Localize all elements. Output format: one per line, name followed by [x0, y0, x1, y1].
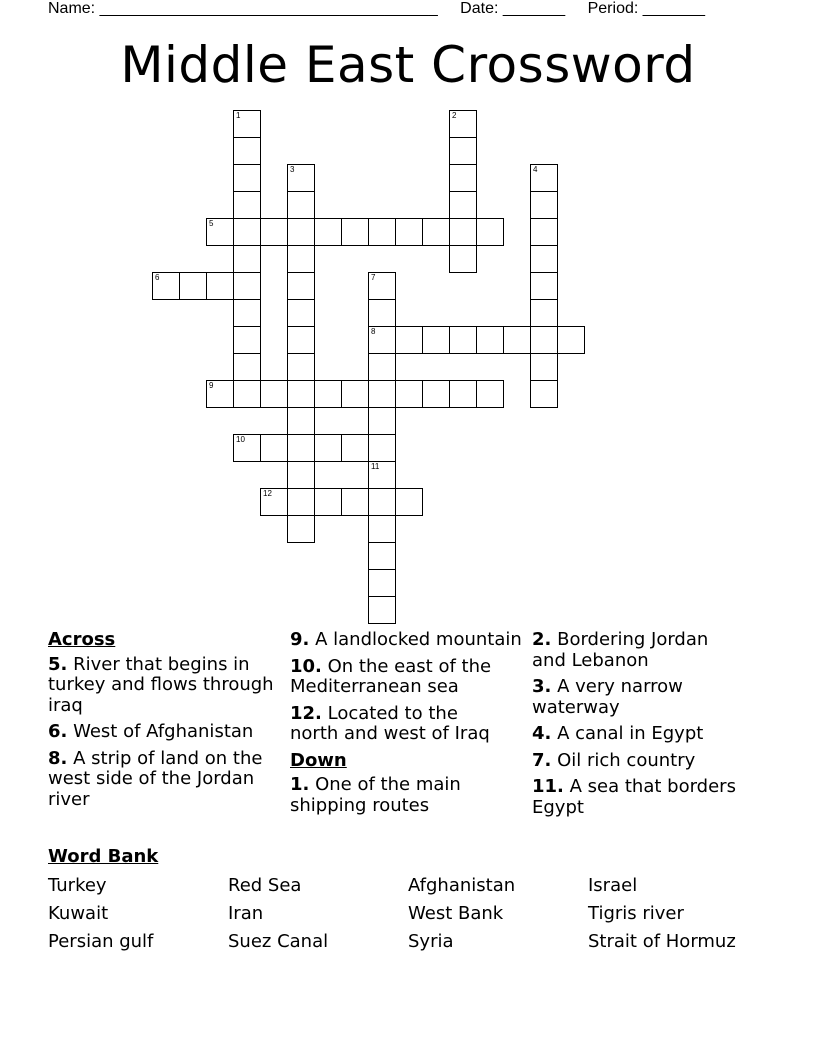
word-bank-item: Suez Canal: [228, 931, 329, 952]
grid-cell[interactable]: [287, 245, 315, 273]
grid-cell[interactable]: [233, 164, 261, 192]
clue-number: 8: [371, 327, 376, 336]
grid-cell[interactable]: [233, 299, 261, 327]
grid-cell[interactable]: [449, 164, 477, 192]
grid-cell[interactable]: [530, 299, 558, 327]
word-bank-item: Strait of Hormuz: [588, 931, 736, 952]
grid-cell[interactable]: [341, 380, 369, 408]
clue-across-9: 9. A landlocked mountain: [290, 629, 522, 650]
clue-down-1: 1. One of the main shipping routes: [290, 774, 461, 816]
grid-cell[interactable]: [368, 488, 396, 516]
period-field[interactable]: Period: _______: [587, 0, 706, 17]
grid-cell[interactable]: [206, 272, 234, 300]
grid-cell[interactable]: [449, 110, 477, 138]
page-title: Middle East Crossword: [120, 36, 696, 94]
grid-cell[interactable]: [557, 326, 585, 354]
clues-column-2: [290, 630, 530, 822]
down-heading: Down: [290, 749, 347, 771]
grid-cell[interactable]: [422, 218, 450, 246]
grid-cell[interactable]: [395, 488, 423, 516]
grid-cell[interactable]: [530, 191, 558, 219]
clue-number: 5: [209, 219, 214, 228]
word-bank-item: Syria: [408, 931, 454, 952]
grid-cell[interactable]: [530, 326, 558, 354]
grid-cell[interactable]: [233, 218, 261, 246]
word-bank-item: Red Sea: [228, 875, 302, 896]
clue-down-11: 11. A sea that borders Egypt: [532, 776, 736, 818]
grid-cell[interactable]: [287, 380, 315, 408]
clue-number: 1: [236, 111, 241, 120]
word-bank-item: Persian gulf: [48, 931, 154, 952]
grid-cell[interactable]: [260, 380, 288, 408]
word-bank-item: Tigris river: [588, 903, 684, 924]
grid-cell[interactable]: [530, 245, 558, 273]
clue-down-3: 3. A very narrow waterway: [532, 676, 683, 718]
grid-cell[interactable]: [287, 407, 315, 435]
grid-cell[interactable]: [503, 326, 531, 354]
name-field[interactable]: Name: ______________________________________: [48, 0, 438, 17]
clues-column-1: [48, 630, 288, 816]
grid-cell[interactable]: [287, 515, 315, 543]
grid-cell[interactable]: [233, 326, 261, 354]
word-bank-item: Israel: [588, 875, 638, 896]
grid-cell[interactable]: [287, 488, 315, 516]
word-bank-item: Kuwait: [48, 903, 109, 924]
clue-down-4: 4. A canal in Egypt: [532, 723, 704, 744]
grid-cell[interactable]: [260, 434, 288, 462]
grid-cell[interactable]: [287, 461, 315, 489]
grid-cell[interactable]: [368, 272, 396, 300]
grid-cell[interactable]: [314, 218, 342, 246]
clue-number: 7: [371, 273, 376, 282]
across-heading: Across: [48, 629, 116, 650]
clue-across-12: 12. Located to the north and west of Iraq: [290, 702, 490, 744]
grid-cell[interactable]: [233, 353, 261, 381]
clue-number: 12: [263, 489, 272, 498]
word-bank-item: Afghanistan: [408, 875, 516, 896]
clue-number: 2: [452, 111, 457, 120]
grid-cell[interactable]: [233, 434, 261, 462]
grid-cell[interactable]: [233, 380, 261, 408]
grid-cell[interactable]: [152, 272, 180, 300]
clue-down-7: 7. Oil rich country: [532, 749, 696, 771]
word-bank-heading: Word Bank: [48, 846, 159, 867]
grid-cell[interactable]: [206, 380, 234, 408]
grid-cell[interactable]: [368, 434, 396, 462]
grid-cell[interactable]: [449, 326, 477, 354]
grid-cell[interactable]: [233, 137, 261, 165]
grid-cell[interactable]: [476, 380, 504, 408]
clue-across-10: 10. On the east of the Mediterranean sea: [290, 655, 492, 697]
grid-cell[interactable]: [287, 434, 315, 462]
grid-cell[interactable]: [368, 353, 396, 381]
grid-cell[interactable]: [314, 380, 342, 408]
grid-cell[interactable]: [233, 245, 261, 273]
grid-cell[interactable]: [233, 272, 261, 300]
grid-cell[interactable]: [287, 326, 315, 354]
clue-down-2: 2. Bordering Jordan and Lebanon: [532, 629, 709, 671]
clue-across-8: 8. A strip of land on the west side of the Jordan river: [48, 747, 263, 810]
clue-number: 11: [371, 462, 380, 471]
clues-column-3: [532, 630, 762, 824]
grid-cell[interactable]: [449, 245, 477, 273]
clue-number: 6: [155, 273, 160, 282]
grid-cell[interactable]: [530, 218, 558, 246]
grid-cell[interactable]: [368, 218, 396, 246]
grid-cell[interactable]: [287, 272, 315, 300]
clue-across-6: 6. West of Afghanistan: [48, 721, 254, 742]
clue-number: 10: [236, 435, 245, 444]
word-bank-item: Iran: [228, 903, 264, 924]
grid-cell[interactable]: [287, 218, 315, 246]
grid-cell[interactable]: [314, 434, 342, 462]
grid-cell[interactable]: [422, 326, 450, 354]
grid-cell[interactable]: [287, 299, 315, 327]
date-field[interactable]: Date: _______: [460, 0, 566, 17]
grid-cell[interactable]: [233, 191, 261, 219]
grid-cell[interactable]: [206, 218, 234, 246]
grid-cell[interactable]: [368, 326, 396, 354]
grid-cell[interactable]: [530, 272, 558, 300]
grid-cell[interactable]: [233, 110, 261, 138]
grid-cell[interactable]: [341, 434, 369, 462]
grid-cell[interactable]: [179, 272, 207, 300]
clue-number: 4: [533, 165, 538, 174]
grid-cell[interactable]: [530, 380, 558, 408]
grid-cell[interactable]: [449, 191, 477, 219]
grid-cell[interactable]: [422, 380, 450, 408]
grid-cell[interactable]: [395, 218, 423, 246]
grid-cell[interactable]: [368, 542, 396, 570]
clue-number: 9: [209, 381, 214, 390]
grid-cell[interactable]: [341, 488, 369, 516]
grid-cell[interactable]: [368, 515, 396, 543]
grid-cell[interactable]: [368, 461, 396, 489]
grid-cell[interactable]: [368, 299, 396, 327]
grid-cell[interactable]: [260, 488, 288, 516]
grid-cell[interactable]: [449, 218, 477, 246]
grid-cell[interactable]: [476, 326, 504, 354]
grid-cell[interactable]: [476, 218, 504, 246]
grid-cell[interactable]: [449, 380, 477, 408]
grid-cell[interactable]: [287, 353, 315, 381]
word-bank-item: Turkey: [48, 875, 107, 896]
grid-cell[interactable]: [449, 137, 477, 165]
grid-cell[interactable]: [395, 380, 423, 408]
grid-cell[interactable]: [368, 407, 396, 435]
grid-cell[interactable]: [368, 596, 396, 624]
grid-cell[interactable]: [260, 218, 288, 246]
grid-cell[interactable]: [395, 326, 423, 354]
grid-cell[interactable]: [368, 569, 396, 597]
grid-cell[interactable]: [530, 353, 558, 381]
grid-cell[interactable]: [530, 164, 558, 192]
clue-across-5: 5. River that begins in turkey and flows through iraq: [48, 653, 274, 716]
grid-cell[interactable]: [341, 218, 369, 246]
grid-cell[interactable]: [287, 191, 315, 219]
grid-cell[interactable]: [287, 164, 315, 192]
grid-cell[interactable]: [314, 488, 342, 516]
word-bank-item: West Bank: [408, 903, 504, 924]
clue-number: 3: [290, 165, 295, 174]
grid-cell[interactable]: [368, 380, 396, 408]
